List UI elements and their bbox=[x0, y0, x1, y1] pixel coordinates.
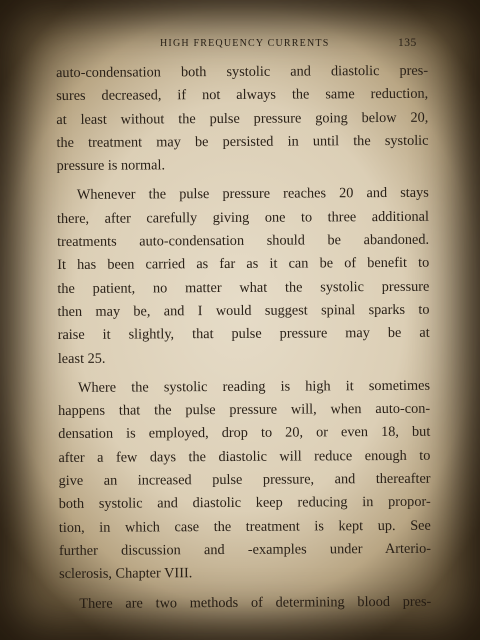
text-line: tion, in which case the treatment is kept up. See bbox=[58, 517, 431, 536]
text-line: It has been carried as far as it can be of benefit to bbox=[57, 255, 430, 274]
text-line: happens that the pulse pressure will, when auto-con- bbox=[58, 400, 431, 420]
text-line: the treatment may be persisted in until the systolic bbox=[56, 132, 429, 151]
text-line: give an increased pulse pressure, and thereafter bbox=[58, 470, 431, 490]
text-line: both systolic and diastolic keep reducing in propor- bbox=[58, 494, 431, 513]
text-line: pressure is normal. bbox=[56, 157, 166, 175]
text-line: there, after carefully giving one to three additional bbox=[56, 208, 429, 227]
text-line: Where the systolic reading is high it sometimes bbox=[77, 377, 431, 396]
paragraph-2 bbox=[57, 182, 430, 371]
text-line: sures decreased, if not always the same reduction, bbox=[56, 86, 429, 105]
paragraph-4 bbox=[59, 590, 431, 616]
body-text bbox=[56, 60, 431, 616]
text-line: There are two methods of determining blood pres- bbox=[79, 593, 432, 612]
text-line: at least without the pulse pressure going below 20, bbox=[56, 109, 429, 128]
text-line: densation is employed, drop to 20, or even 18, but bbox=[58, 424, 431, 443]
text-line: then may be, and I would suggest spinal sparks to bbox=[57, 301, 430, 320]
text-line: raise it slightly, that pulse pressure may be at bbox=[57, 324, 430, 344]
page-header bbox=[0, 38, 480, 54]
text-line: least 25. bbox=[57, 350, 106, 367]
text-line: after a few days the diastolic will reduce enough to bbox=[58, 447, 431, 466]
page-number: 135 bbox=[398, 37, 417, 49]
paragraph-3 bbox=[58, 375, 431, 587]
text-line: Whenever the pulse pressure reaches 20 and stays bbox=[76, 185, 429, 204]
text-line: treatments auto-condensation should be abandoned. bbox=[57, 231, 430, 251]
paragraph-1 bbox=[56, 60, 429, 179]
text-line: the patient, no matter what the systolic pressure bbox=[57, 278, 430, 297]
text-line: sclerosis, Chapter VIII. bbox=[59, 565, 193, 583]
text-line: further discussion and -examples under Arterio- bbox=[58, 540, 432, 559]
running-title: HIGH FREQUENCY CURRENTS bbox=[160, 38, 330, 49]
text-line: auto-condensation both systolic and diastolic pres- bbox=[56, 62, 429, 81]
